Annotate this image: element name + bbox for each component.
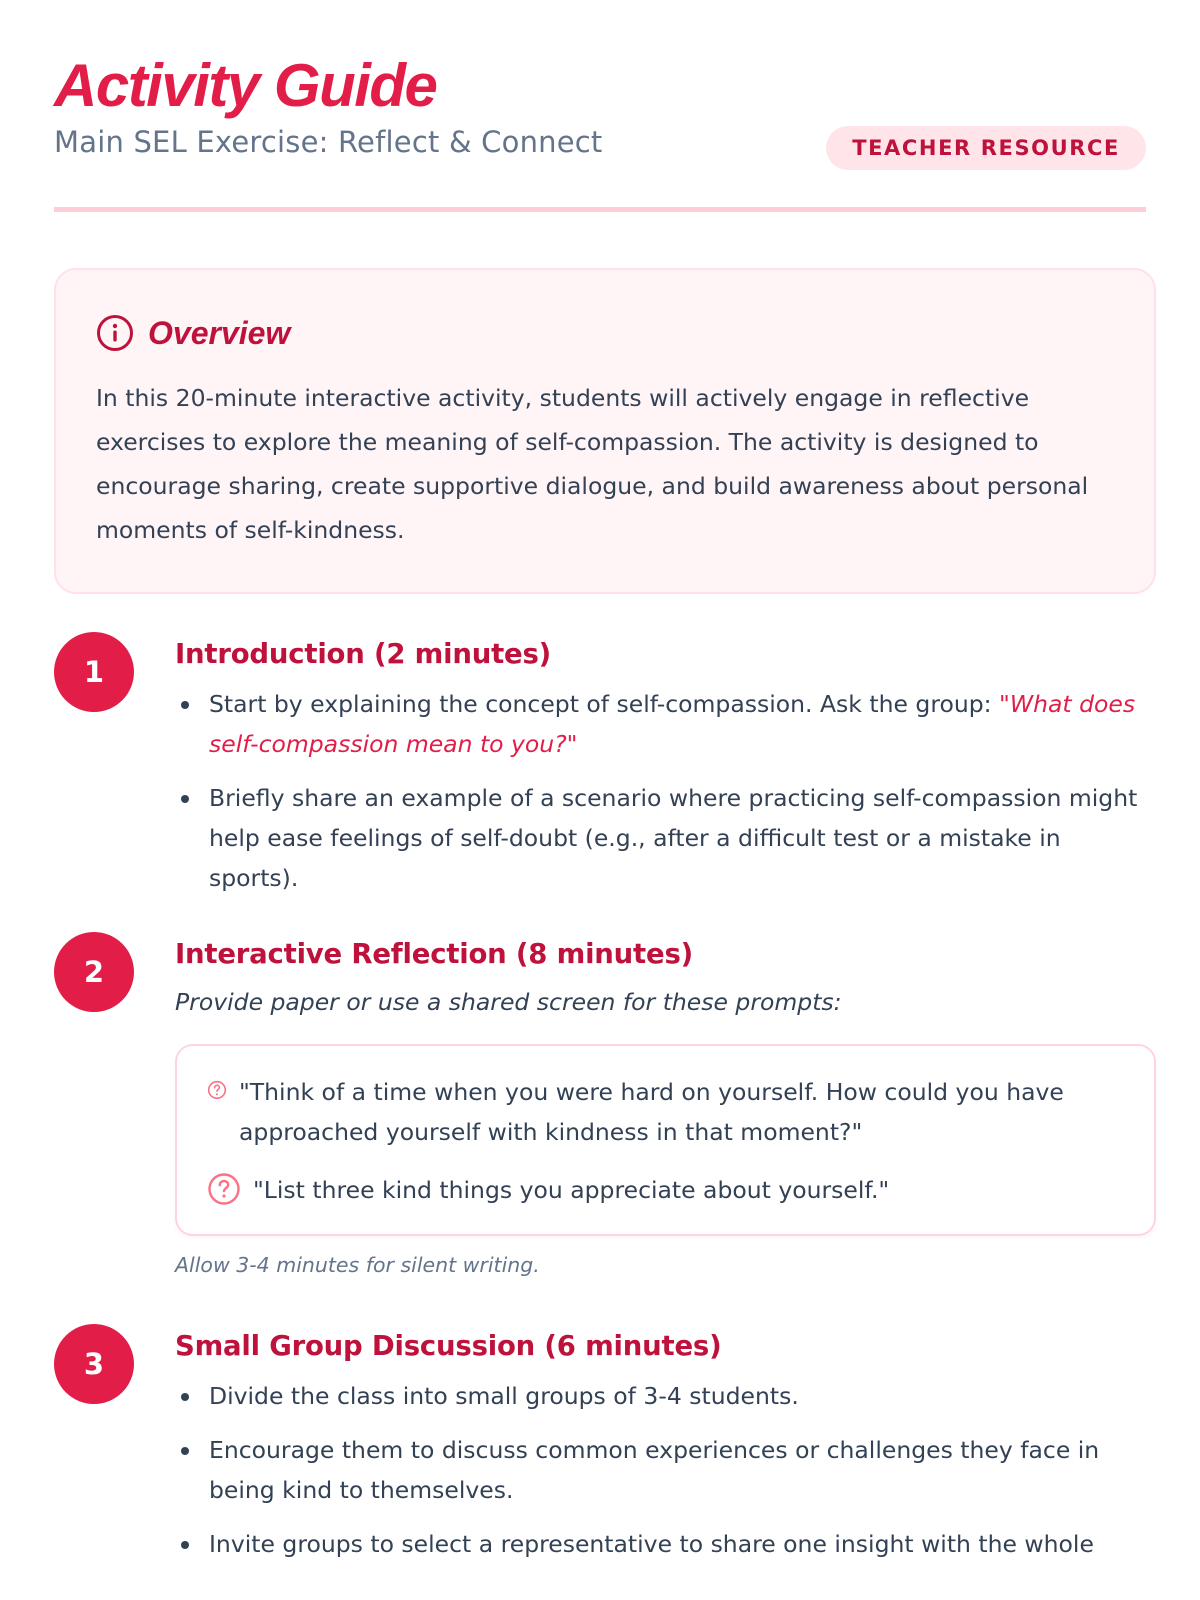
bullet-text: Encourage them to discuss common experiences or challenges they face in being kind to themselves. [209,1436,1100,1504]
prompt-text: "Think of a time when you were hard on yourself. How could you have approached yourself with kindness in that moment?" [239,1078,1064,1146]
list-item [175,1376,1156,1416]
step-note: Allow 3-4 minutes for silent writing. [175,1253,540,1277]
page-subtitle: Main SEL Exercise: Reflect & Connect [54,125,603,159]
step-number-badge: 3 [54,1324,134,1404]
teacher-resource-badge: TEACHER RESOURCE [826,126,1146,170]
reflection-prompt [207,1170,1124,1210]
info-icon [96,314,134,352]
step-bullet-list [175,1376,1156,1564]
bullet-text: Divide the class into small groups of 3-4 students. [209,1382,799,1410]
step-intro: Provide paper or use a shared screen for these prompts: [175,988,842,1016]
bullet-text: Invite groups to select a representative to share one insight with the whole [209,1530,1094,1558]
bullet-quote: "What does self-compassion mean to you?" [209,690,1136,758]
step-body [175,932,1156,1280]
reflection-prompts-box [175,1044,1156,1236]
overview-header [96,304,1114,362]
list-item [175,1430,1156,1510]
step-number-badge: 2 [54,932,134,1012]
step-number-badge: 1 [54,632,134,712]
bullet-text: Start by explaining the concept of self-compassion. Ask the group: [209,690,1000,718]
prompt-text: "List three kind things you appreciate about yourself." [253,1176,890,1204]
page-header [54,0,1146,212]
step-bullet-list [175,684,1156,898]
list-item [175,778,1156,898]
list-item [175,1524,1156,1564]
overview-text: In this 20-minute interactive activity, students will actively engage in reflective exercises to explore the meaning of self-compassion. The activity is designed to encourage sharing, create supportive dialogue, and build awareness about personal moments of self-kindness. [96,384,1089,544]
step-title: Introduction (2 minutes) [175,638,552,670]
reflection-prompt [207,1072,1124,1152]
step-title: Small Group Discussion (6 minutes) [175,1330,722,1362]
step-title: Interactive Reflection (8 minutes) [175,938,693,970]
page-title: Activity Guide [54,52,437,119]
overview-card [54,268,1156,594]
question-circle-icon [207,1172,241,1206]
overview-title: Overview [148,314,291,351]
step-body [175,1324,1156,1578]
question-circle-icon [207,1080,227,1100]
step-body [175,632,1156,912]
bullet-text: Briefly share an example of a scenario where practicing self-compassion might help ease feelings of self-doubt (e.g., after a difficult test or a mistake in sports). [209,784,1138,892]
list-item [175,684,1156,764]
